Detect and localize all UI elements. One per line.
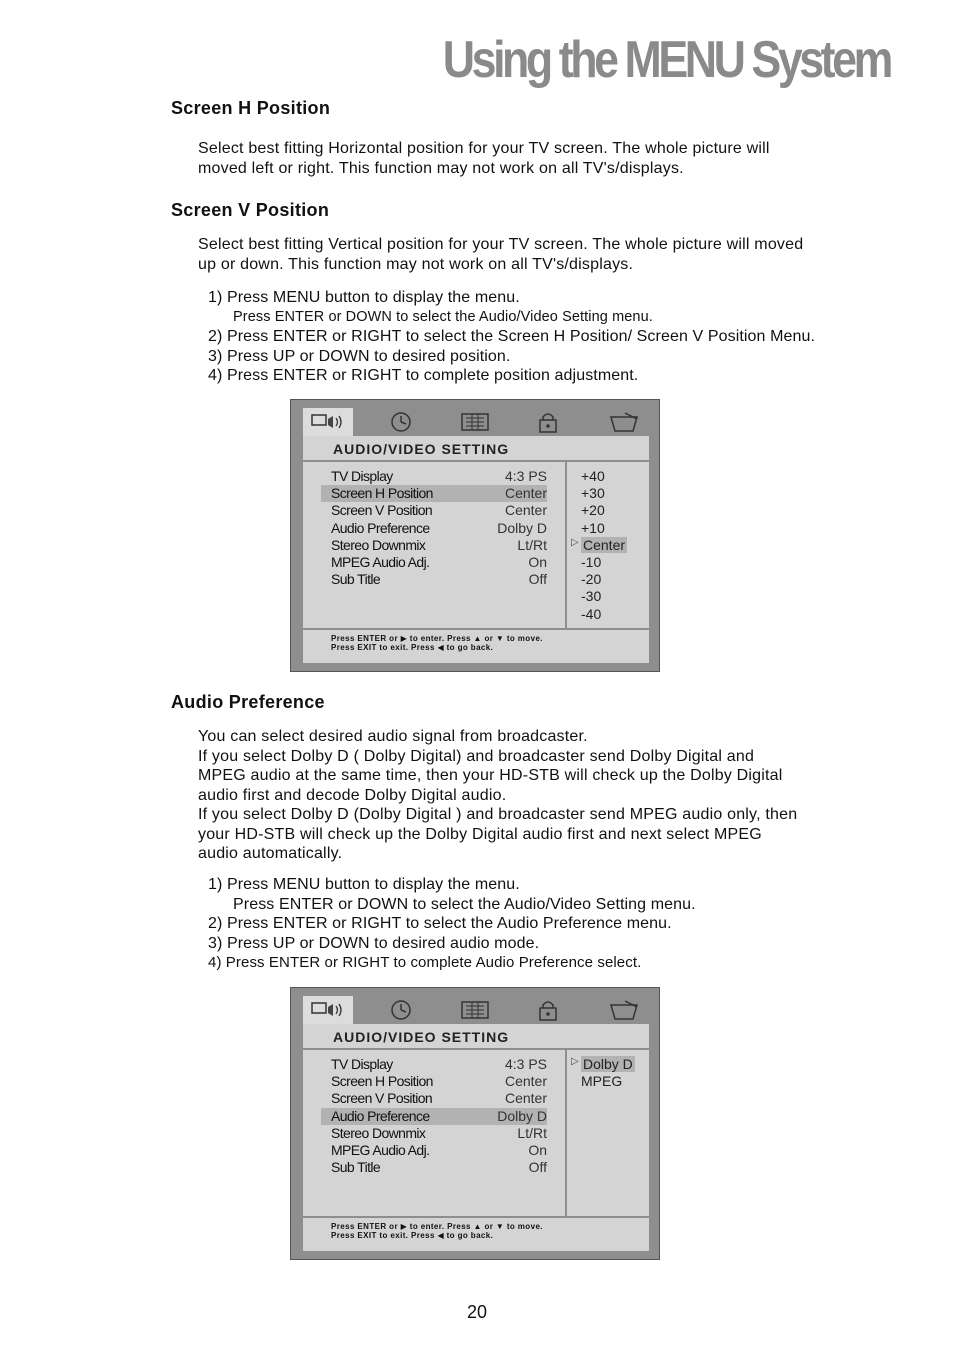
- osd-option-label: -10: [581, 553, 602, 570]
- osd-item-label: Screen H Position: [331, 485, 433, 502]
- osd-item-screen-h-position[interactable]: [321, 1073, 547, 1090]
- body-line: up or down. This function may not work on all TV's/displays.: [198, 255, 634, 273]
- osd-item-screen-v-position[interactable]: [321, 1090, 547, 1107]
- osd-option-label: MPEG: [581, 1073, 623, 1090]
- step-item: 1) Press MENU button to display the menu.: [208, 289, 520, 306]
- osd-title: AUDIO/VIDEO SETTING: [333, 1029, 510, 1045]
- osd-item-value: 4:3 PS: [504, 468, 547, 484]
- osd-item-label: Stereo Downmix: [331, 536, 426, 553]
- osd-item-value: Center: [504, 1090, 547, 1107]
- steps-audio-preference: [208, 875, 908, 973]
- osd-option-label: -30: [581, 588, 602, 605]
- body-line: moved left or right. This function may not work on all TV's/displays.: [198, 159, 684, 177]
- step-item: 3) Press UP or DOWN to desired audio mode.: [208, 934, 540, 952]
- osd-option-label: Dolby D: [583, 1056, 633, 1072]
- page-number: 20: [466, 1302, 488, 1322]
- body-line: audio automatically.: [198, 845, 343, 862]
- body-line: MPEG audio at the same time, then your HD-STB will check up the Dolby Digital: [198, 767, 783, 784]
- step-item: 1) Press MENU button to display the menu.: [208, 876, 520, 893]
- osd-item-value: Center: [504, 1073, 547, 1090]
- divider: [303, 1048, 649, 1050]
- osd-help-text: [331, 634, 543, 652]
- step-item: 4) Press ENTER or RIGHT to complete Audio Preference select.: [208, 954, 642, 971]
- osd-item-mpeg-audio-adj[interactable]: [321, 554, 547, 571]
- osd-item-label: Screen V Position: [331, 1090, 433, 1107]
- osd-option[interactable]: [571, 468, 645, 485]
- osd-item-label: Sub Title: [331, 1159, 381, 1176]
- section-title-audio-preference: Audio Preference: [171, 692, 325, 712]
- osd-title: AUDIO/VIDEO SETTING: [333, 441, 510, 457]
- osd-item-value: On: [528, 1141, 547, 1158]
- osd-item-label: Audio Preference: [331, 1107, 430, 1124]
- osd-option[interactable]: [571, 1073, 645, 1090]
- osd-option-label: +40: [581, 468, 605, 484]
- help-line: Press ENTER or ▶ to enter. Press ▲ or ▼ to move.: [331, 634, 543, 643]
- section-body-audio-preference: [198, 727, 898, 864]
- osd-item-value: Center: [504, 502, 547, 519]
- osd-option-label: Center: [583, 536, 626, 553]
- osd-item-label: MPEG Audio Adj.: [331, 553, 430, 570]
- osd-item-screen-h-position[interactable]: [321, 485, 547, 502]
- osd-item-value: Off: [528, 571, 547, 588]
- body-line: If you select Dolby D (Dolby Digital ) and broadcaster send MPEG audio only, then: [198, 806, 798, 823]
- osd-item-label: Screen V Position: [331, 502, 433, 519]
- osd-item-value: On: [528, 553, 547, 570]
- osd-item-label: Screen H Position: [331, 1073, 433, 1090]
- tv-speaker-icon: [303, 408, 353, 436]
- osd-item-value: Off: [528, 1159, 547, 1176]
- osd-item-tv-display[interactable]: [321, 1056, 547, 1073]
- divider: [303, 460, 649, 462]
- step-item: Press ENTER or DOWN to select the Audio/Video Setting menu.: [233, 308, 653, 325]
- osd-option[interactable]: [571, 571, 645, 588]
- keypad-icon: [451, 996, 501, 1024]
- selection-arrow-icon: ▷: [571, 536, 579, 548]
- divider: [565, 462, 567, 630]
- steps-screen-position: [208, 288, 908, 386]
- section-body-screen-h: [198, 139, 898, 178]
- osd-option-label: -40: [581, 605, 602, 622]
- step-item: 2) Press ENTER or RIGHT to select the Audio Preference menu.: [208, 915, 672, 932]
- body-line: Select best fitting Horizontal position for your TV screen. The whole picture will: [198, 140, 770, 157]
- step-item: 4) Press ENTER or RIGHT to complete position adjustment.: [208, 367, 639, 384]
- osd-item-list: [321, 468, 547, 588]
- osd-item-label: Audio Preference: [331, 519, 430, 536]
- lock-icon: [525, 408, 575, 436]
- osd-option-selected[interactable]: [571, 1056, 645, 1073]
- osd-item-value: Dolby D: [497, 519, 547, 536]
- osd-item-value: Lt/Rt: [517, 1124, 547, 1141]
- section-title-screen-h: Screen H Position: [171, 98, 331, 118]
- body-line: You can select desired audio signal from broadcaster.: [198, 728, 588, 745]
- osd-item-label: TV Display: [331, 1056, 393, 1072]
- section-body-screen-v: [198, 235, 898, 274]
- osd-item-label: Stereo Downmix: [331, 1124, 426, 1141]
- osd-option-label: +20: [581, 502, 605, 519]
- step-item: 2) Press ENTER or RIGHT to select the Screen H Position/ Screen V Position Menu.: [208, 328, 816, 345]
- osd-audio-video-setting-2: [290, 987, 660, 1260]
- osd-option[interactable]: [571, 588, 645, 605]
- tv-speaker-icon: [303, 996, 353, 1024]
- osd-option[interactable]: [571, 502, 645, 519]
- keypad-icon: [451, 408, 501, 436]
- tools-icon: [599, 408, 649, 436]
- osd-item-label: MPEG Audio Adj.: [331, 1141, 430, 1158]
- osd-item-sub-title[interactable]: [321, 571, 547, 588]
- osd-option-list: [571, 1056, 645, 1090]
- body-line: If you select Dolby D ( Dolby Digital) and broadcaster send Dolby Digital and: [198, 747, 755, 765]
- page-header-title: Using the MENU System: [442, 31, 890, 89]
- osd-item-label: Sub Title: [331, 571, 381, 588]
- help-line: Press ENTER or ▶ to enter. Press ▲ or ▼ to move.: [331, 1222, 543, 1231]
- divider: [565, 1050, 567, 1218]
- osd-option-list: [571, 468, 645, 623]
- osd-help-text: [331, 1222, 543, 1240]
- divider: [303, 1216, 649, 1218]
- selection-arrow-icon: ▷: [571, 1056, 579, 1067]
- clock-icon: [378, 996, 428, 1024]
- osd-item-value: Lt/Rt: [517, 536, 547, 553]
- section-title-screen-v: Screen V Position: [171, 200, 330, 220]
- step-item: Press ENTER or DOWN to select the Audio/Video Setting menu.: [233, 895, 696, 913]
- osd-item-value: Dolby D: [497, 1107, 547, 1124]
- tools-icon: [599, 996, 649, 1024]
- osd-option[interactable]: [571, 606, 645, 623]
- osd-item-tv-display[interactable]: [321, 468, 547, 485]
- osd-panel: [303, 1024, 649, 1251]
- osd-option-label: +30: [581, 485, 605, 502]
- body-line: audio first and decode Dolby Digital audio.: [198, 786, 507, 804]
- clock-icon: [378, 408, 428, 436]
- help-line: Press EXIT to exit. Press ◀ to go back.: [331, 1231, 494, 1240]
- osd-tab-bar: [303, 408, 649, 436]
- osd-item-audio-preference[interactable]: [321, 520, 547, 537]
- osd-option[interactable]: [571, 520, 645, 537]
- osd-item-label: TV Display: [331, 468, 393, 484]
- osd-option[interactable]: [571, 485, 645, 502]
- divider: [303, 628, 649, 630]
- osd-option-label: +10: [581, 519, 605, 536]
- osd-item-value: 4:3 PS: [504, 1056, 547, 1072]
- osd-option[interactable]: [571, 554, 645, 571]
- osd-item-sub-title[interactable]: [321, 1159, 547, 1176]
- osd-item-screen-v-position[interactable]: [321, 502, 547, 519]
- body-line: Select best fitting Vertical position for your TV screen. The whole picture will moved: [198, 236, 804, 253]
- osd-option-label: -20: [581, 571, 602, 588]
- osd-item-audio-preference[interactable]: [321, 1108, 547, 1125]
- osd-item-stereo-downmix[interactable]: [321, 1125, 547, 1142]
- osd-audio-video-setting-1: [290, 399, 660, 672]
- help-line: Press EXIT to exit. Press ◀ to go back.: [331, 643, 494, 652]
- osd-panel: [303, 436, 649, 663]
- step-item: 3) Press UP or DOWN to desired position.: [208, 347, 511, 365]
- osd-item-stereo-downmix[interactable]: [321, 537, 547, 554]
- osd-option-selected[interactable]: [571, 537, 645, 554]
- osd-item-mpeg-audio-adj[interactable]: [321, 1142, 547, 1159]
- lock-icon: [525, 996, 575, 1024]
- osd-item-list: [321, 1056, 547, 1176]
- body-line: your HD-STB will check up the Dolby Digital audio first and next select MPEG: [198, 825, 762, 843]
- osd-item-value: Center: [504, 485, 547, 502]
- osd-tab-bar: [303, 996, 649, 1024]
